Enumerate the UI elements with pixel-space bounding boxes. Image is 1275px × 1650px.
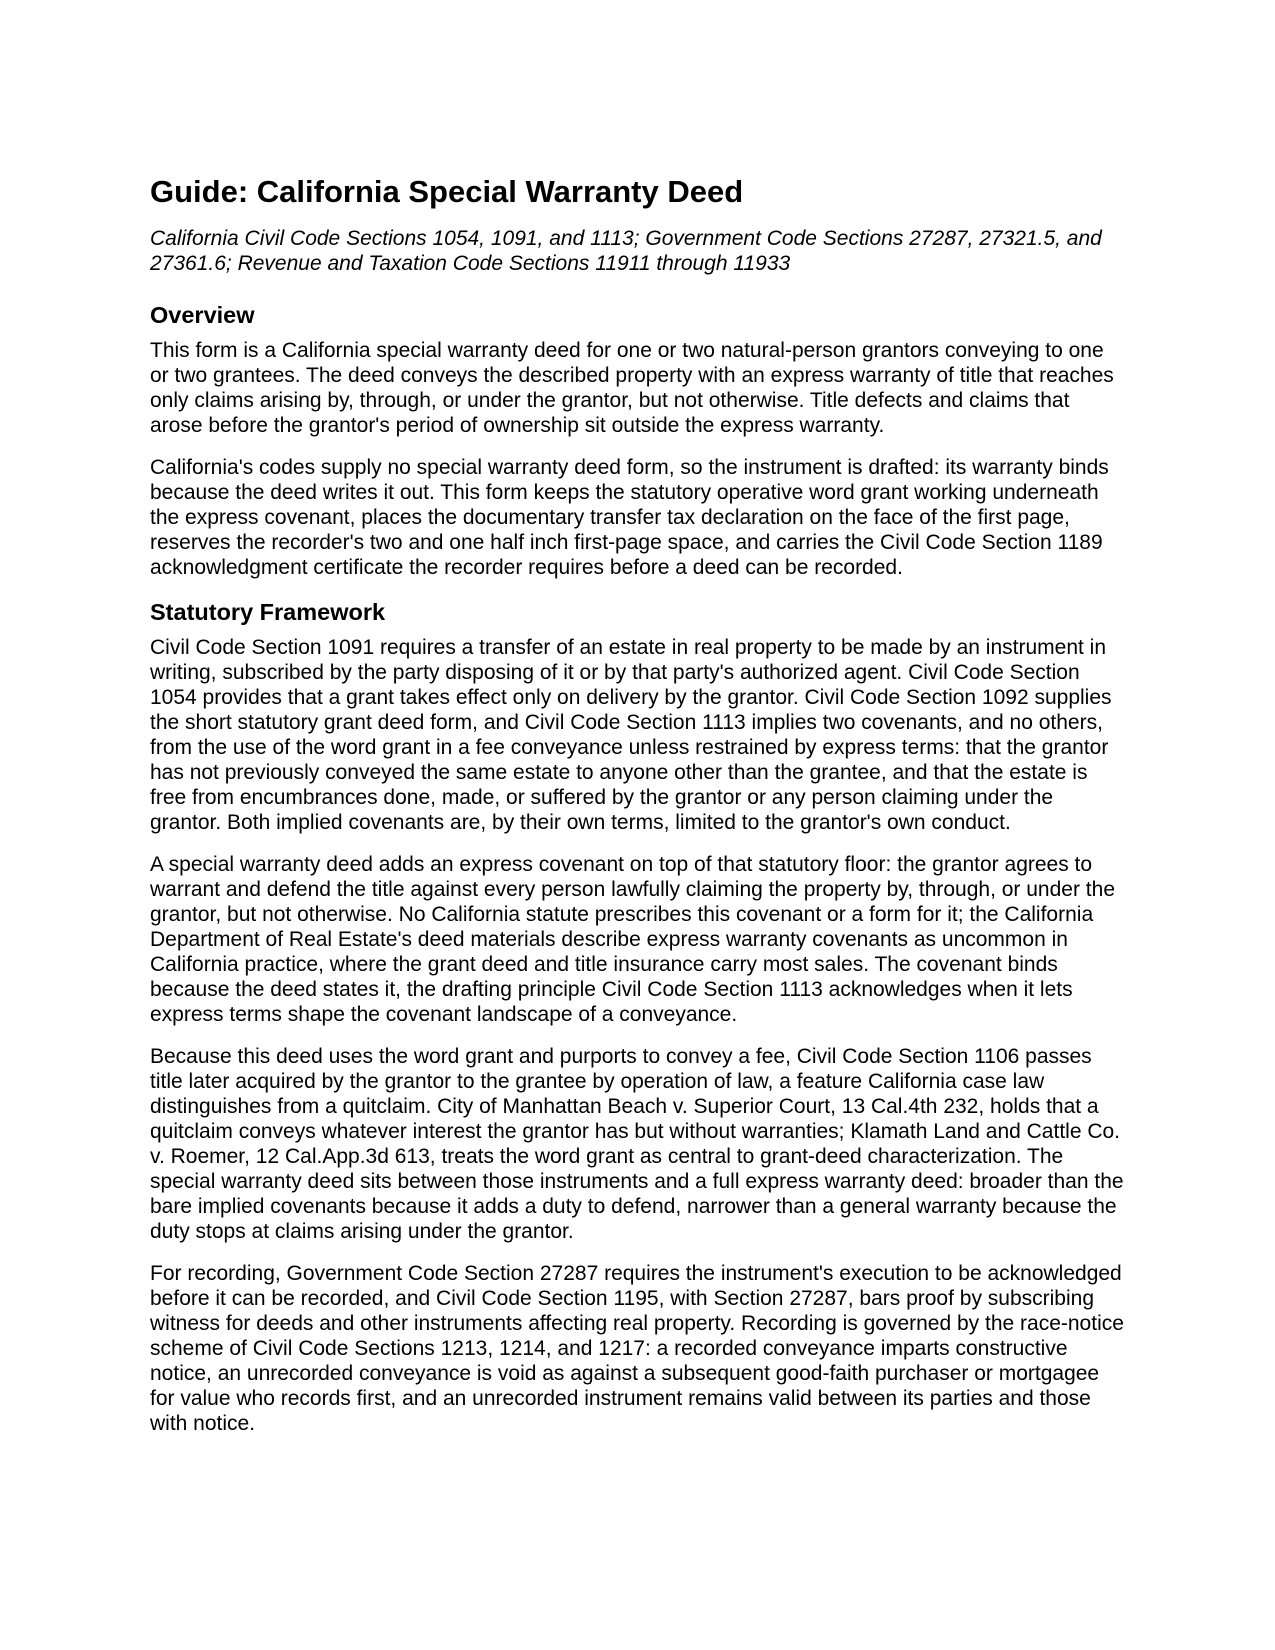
paragraph: A special warranty deed adds an express covenant on top of that statutory floor: the grantor agrees to warrant and defend the title against every person lawfully claiming the property by, through, or under the grantor, but not otherwise. No California statute prescribes this covenant or a form for it; the California Department of Real Estate's deed materials describe express warranty covenants as uncommon in California practice, where the grant deed and title insurance carry most sales. The covenant binds because the deed states it, the drafting principle Civil Code Section 1113 acknowledges when it lets express terms shape the covenant landscape of a conveyance. xyxy=(150,853,1115,1026)
section-heading: Overview xyxy=(150,302,255,328)
paragraph: For recording, Government Code Section 27287 requires the instrument's execution to be acknowledged before it can be recorded, and Civil Code Section 1195, with Section 27287, bars proof by subscribing witness for deeds and other instruments affecting real property. Recording is governed by the race-notice scheme of Civil Code Sections 1213, 1214, and 1217: a recorded conveyance imparts constructive notice, an unrecorded conveyance is void as against a subsequent good-faith purchaser or mortgagee for value who records first, and an unrecorded instrument remains valid between its parties and those with notice. xyxy=(150,1262,1124,1435)
paragraph: This form is a California special warranty deed for one or two natural-person grantors conveying to one or two grantees. The deed conveys the described property with an express warranty of title that reaches only claims arising by, through, or under the grantor, but not otherwise. Title defects and claims that arose before the grantor's period of ownership sit outside the express warranty. xyxy=(150,339,1114,437)
document-subtitle: California Civil Code Sections 1054, 1091, and 1113; Government Code Sections 27287, 27321.5, and 27361.6; Revenue and Taxation Code Sections 11911 through 11933 xyxy=(150,227,1102,275)
section-statutory-framework xyxy=(150,597,1126,1436)
section-overview xyxy=(150,300,1126,580)
paragraph: Civil Code Section 1091 requires a transfer of an estate in real property to be made by an instrument in writing, subscribed by the party disposing of it or by that party's authorized agent. Civil Code Section 1054 provides that a grant takes effect only on delivery by the grantor. Civil Code Section 1092 supplies the short statutory grant deed form, and Civil Code Section 1113 implies two covenants, and no others, from the use of the word grant in a fee conveyance unless restrained by express terms: that the grantor has not previously conveyed the same estate to anyone other than the grantee, and that the estate is free from encumbrances done, made, or suffered by the grantor or any person claiming under the grantor. Both implied covenants are, by their own terms, limited to the grantor's own conduct. xyxy=(150,636,1112,834)
paragraph: California's codes supply no special warranty deed form, so the instrument is drafted: its warranty binds because the deed writes it out. This form keeps the statutory operative word grant working underneath the express covenant, places the documentary transfer tax declaration on the face of the first page, reserves the recorder's two and one half inch first-page space, and carries the Civil Code Section 1189 acknowledgment certificate the recorder requires before a deed can be recorded. xyxy=(150,456,1109,579)
document-page xyxy=(150,172,1126,1453)
section-heading: Statutory Framework xyxy=(150,599,386,625)
paragraph: Because this deed uses the word grant and purports to convey a fee, Civil Code Section 1106 passes title later acquired by the grantor to the grantee by operation of law, a feature California case law distinguishes from a quitclaim. City of Manhattan Beach v. Superior Court, 13 Cal.4th 232, holds that a quitclaim conveys whatever interest the grantor has but without warranties; Klamath Land and Cattle Co. v. Roemer, 12 Cal.App.3d 613, treats the word grant as central to grant-deed characterization. The special warranty deed sits between those instruments and a full express warranty deed: broader than the bare implied covenants because it adds a duty to defend, narrower than a general warranty because the duty stops at claims arising under the grantor. xyxy=(150,1045,1124,1243)
document-title: Guide: California Special Warranty Deed xyxy=(150,174,744,209)
